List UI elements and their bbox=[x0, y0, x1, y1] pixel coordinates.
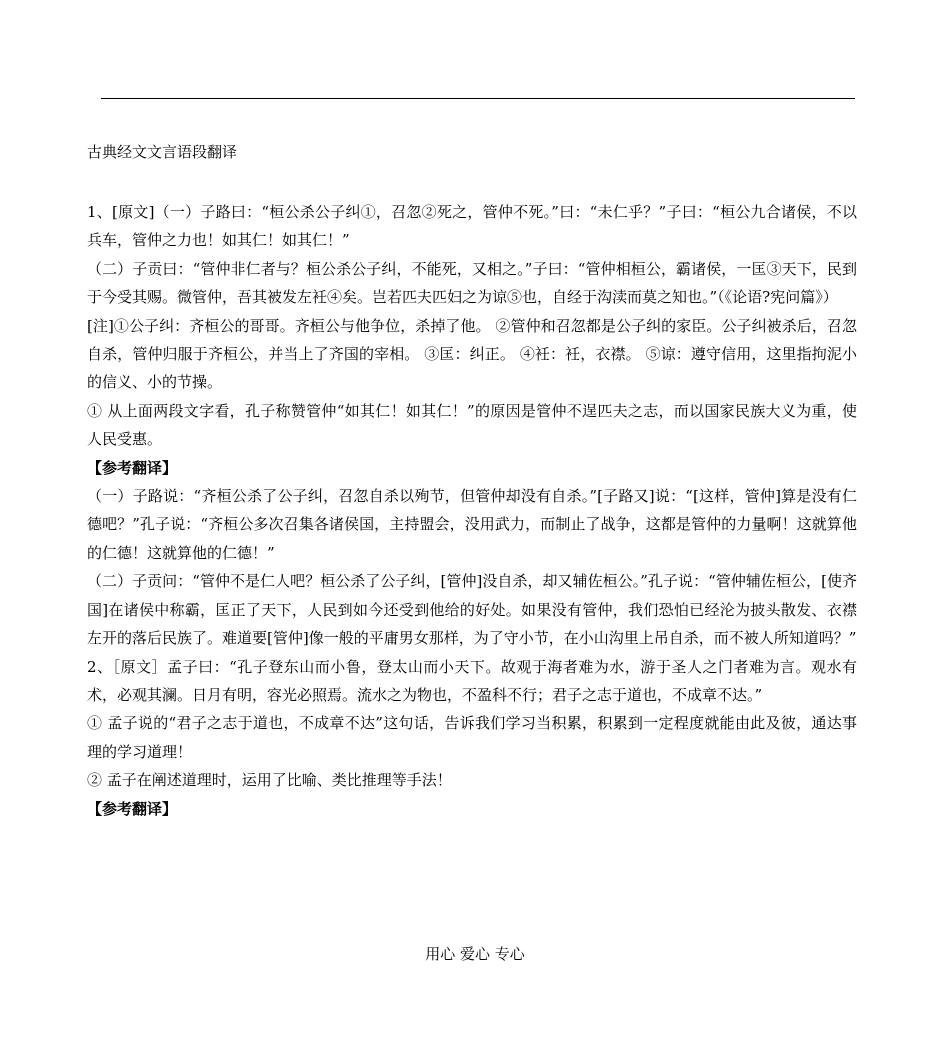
paragraph-translation-2: （二）子贡问：“管仲不是仁人吧？桓公杀了公子纠，[管仲]没自杀，却又辅佐桓公。”孔子说：“管仲辅佐桓公，[使齐国]在诸侯中称霸，匡正了天下，人民到如今还受到他给的好处。如果没有管仲，我们恐怕已经沦为披头散发、衣襟左开的落后民族了。难道要[管仲]像一般的平庸男女那样，为了守小节，在小山沟里上吊自杀，而不被人所知道吗？” bbox=[87, 572, 857, 648]
paragraph-translation-1: （一）子路说：“齐桓公杀了公子纠，召忽自杀以殉节，但管仲却没有自杀。”[子路又]说：“[这样，管仲]算是没有仁德吧？”孔子说：“齐桓公多次召集各诸侯国，主持盟会，没用武力，而制止了战争，这都是管仲的力量啊！这就算他的仁德！这就算他的仁德！” bbox=[87, 487, 857, 562]
paragraph-original-mencius: 2、［原文］孟子曰：“孔子登东山而小鲁，登太山而小天下。故观于海者难为水，游于圣人之门者难为言。观水有术，必观其澜。日月有明，容光必照焉。流水之为物也，不盈科不行；君子之志于道也，不成章不达。” bbox=[87, 657, 857, 704]
paragraph-question-3: ② 孟子在阐述道理时，运用了比喻、类比推理等手法！ bbox=[87, 771, 452, 790]
paragraph-notes: [注]①公子纠：齐桓公的哥哥。齐桓公与他争位，杀掉了他。 ②管仲和召忽都是公子纠的家臣。公子纠被杀后，召忽自杀，管仲归服于齐桓公，并当上了齐国的宰相。 ③匡：纠正。 ④衽：衽，衣襟。 ⑤谅：遵守信用，这里指拘泥小的信义、小的节操。 bbox=[87, 316, 857, 392]
document-body bbox=[87, 198, 857, 823]
paragraph-question-1: ① 从上面两段文字看，孔子称赞管仲“如其仁！如其仁！”的原因是管仲不逞匹夫之志，而以国家民族大义为重，使人民受惠。 bbox=[87, 401, 857, 449]
page-footer: 用心 爱心 专心 bbox=[425, 945, 525, 963]
paragraph-question-2: ① 孟子说的“君子之志于道也，不成章不达”这句话，告诉我们学习当积累，积累到一定程度就能由此及彼，通达事理的学习道理！ bbox=[87, 714, 857, 761]
header-rule bbox=[101, 98, 855, 99]
paragraph-original-2: （二）子贡曰：“管仲非仁者与？桓公杀公子纠，不能死，又相之。”子曰：“管仲相桓公，霸诸侯，一匡③天下，民到于今受其赐。微管仲，吾其被发左衽④矣。岂若匹夫匹妇之为谅⑤也，自经于沟渎而莫之知也。”（《论语?宪问篇》） bbox=[87, 259, 857, 307]
document-title: 古典经文文言语段翻译 bbox=[87, 143, 238, 161]
section-heading-translation-1: 【参考翻译】 bbox=[87, 458, 178, 477]
section-heading-translation-2: 【参考翻译】 bbox=[87, 799, 178, 818]
paragraph-original-1: 1、[原文]（一）子路曰：“桓公杀公子纠①，召忽②死之，管仲不死。”曰：“未仁乎？”子曰：“桓公九合诸侯，不以兵车，管仲之力也！如其仁！如其仁！” bbox=[87, 203, 857, 250]
